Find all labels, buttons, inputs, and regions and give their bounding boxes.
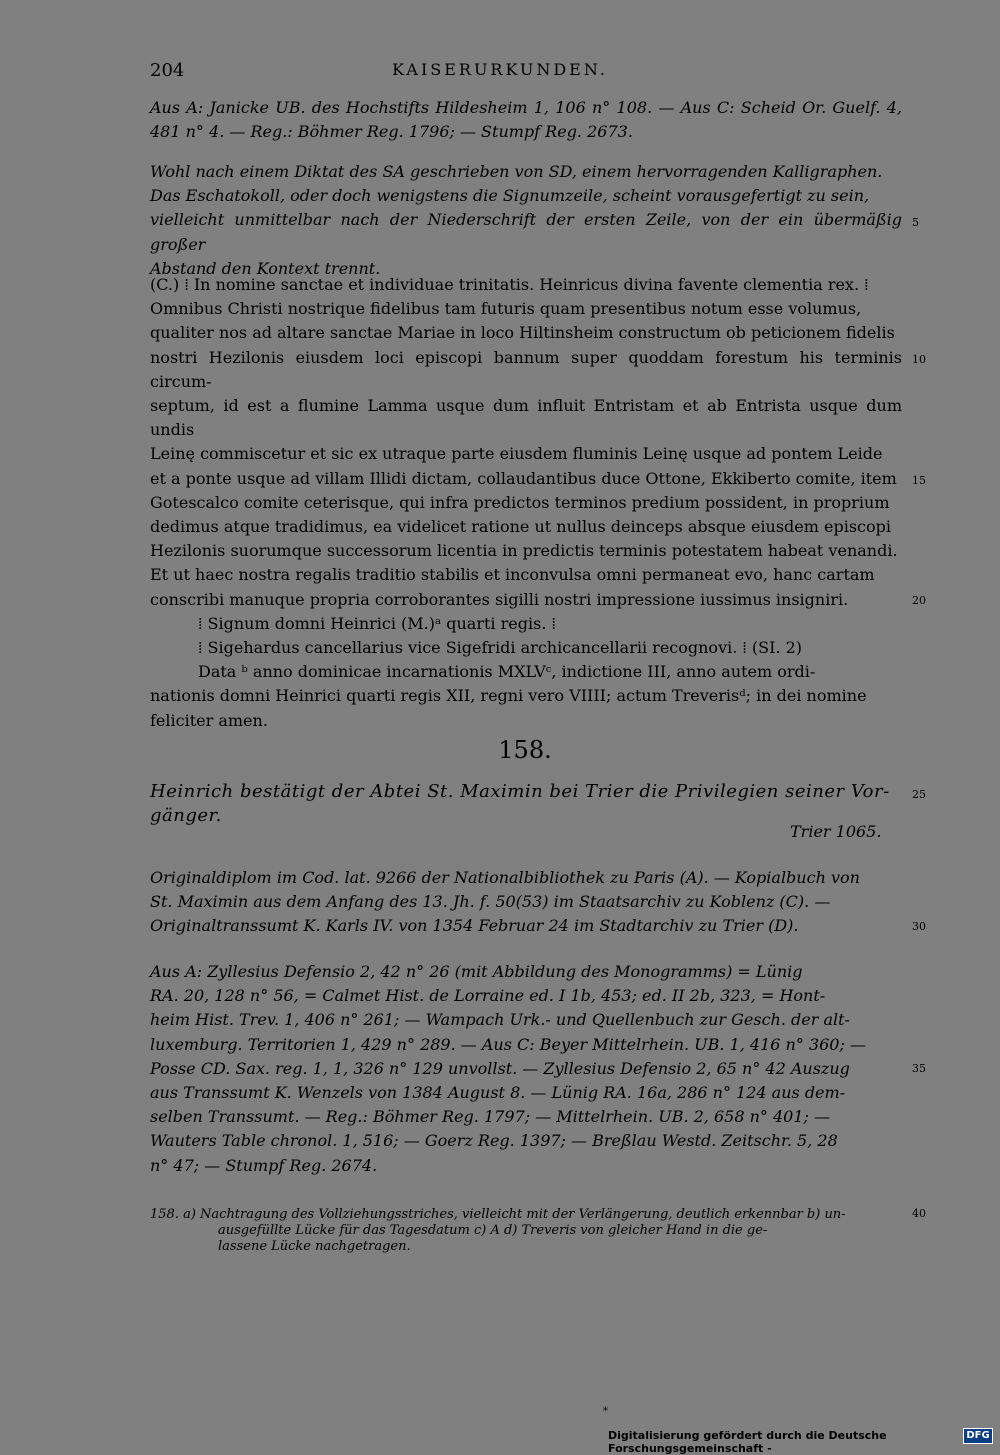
prints-line: Wauters Table chronol. 1, 516; — Goerz Reg. 1397; — Breßlau Westd. Zeitschr. 5, 28 — [150, 1131, 838, 1151]
doc157-sources: Aus A: Janicke UB. des Hochstifts Hildesheim 1, 106 n° 108. — Aus C: Scheid Or. Guelf. 4, 481 n° 4. — Reg.: Böhmer Reg. 1796; — Stumpf Reg. 2673. — [150, 98, 902, 142]
line-number: 5 — [912, 216, 919, 229]
line-number: 40 — [912, 1207, 926, 1220]
text-line: nostri Hezilonis eiusdem loci episcopi bannum super quoddam forestum his terminis circum- — [150, 347, 902, 391]
regest-line: gänger. — [150, 805, 222, 826]
doc158-tradition — [150, 866, 902, 939]
note-line: Abstand den Kontext trennt. — [150, 258, 381, 278]
prints-line: n° 47; — Stumpf Reg. 2674. — [150, 1155, 378, 1175]
datum-line: Data ᵇ anno dominicae incarnationis MXLVᶜ, indictione III, anno autem ordi- — [198, 662, 816, 682]
text-line: Omnibus Christi nostrique fidelibus tam futuris quam presentibus notum esse volumus, — [150, 299, 862, 319]
dfg-logo[interactable]: DFG — [963, 1428, 993, 1444]
text-line: Gotescalco comite ceterisque, qui infra predictos terminos predium possident, in proprium — [150, 492, 890, 512]
text-line: qualiter nos ad altare sanctae Mariae in loco Hiltinsheim constructum ob peticionem fidelis — [150, 323, 895, 343]
line-number: 30 — [912, 920, 926, 933]
text-line: septum, id est a flumine Lamma usque dum influit Entristam et ab Entrista usque dum undis — [150, 396, 902, 440]
line-number: 25 — [912, 788, 926, 801]
text-line: conscribi manuque propria corroborantes sigilli nostri impressione iussimus insigniri. — [150, 589, 849, 609]
recognition-line: ⁞ Sigehardus cancellarius vice Sigefridi archicancellarii recognovi. ⁞ (SI. 2) — [198, 638, 803, 658]
document-number: 158. — [498, 736, 552, 764]
footnote-line: ausgefüllte Lücke für das Tagesdatum c) A d) Treveris von gleicher Hand in die ge- — [218, 1223, 768, 1238]
prints-line: luxemburg. Territorien 1, 429 n° 289. — Aus C: Beyer Mittelrhein. UB. 1, 416 n° 360; — — [150, 1034, 866, 1054]
tradition-line: Originaldiplom im Cod. lat. 9266 der Nationalbibliothek zu Paris (A). — Kopialbuch von — [150, 868, 860, 887]
running-title: KAISERURKUNDEN. — [392, 60, 608, 79]
prints-line: Posse CD. Sax. reg. 1, 1, 326 n° 129 unvollst. — Zyllesius Defensio 2, 65 n° 42 Auszug — [150, 1058, 850, 1078]
datum-line: nationis domni Heinrici quarti regis XII, regni vero VIIII; actum Treverisᵈ; in dei nomine — [150, 686, 867, 706]
note-line: vielleicht unmittelbar nach der Niederschrift der ersten Zeile, von der ein übermäßig großer — [150, 210, 902, 254]
tradition-line: Originaltranssumt K. Karls IV. von 1354 Februar 24 im Stadtarchiv zu Trier (D). — [150, 916, 799, 936]
footnote-line: lassene Lücke nachgetragen. — [218, 1239, 411, 1254]
regest-line: Heinrich bestätigt der Abtei St. Maximin bei Trier die Privilegien seiner Vor- — [150, 781, 890, 802]
text-line: Et ut haec nostra regalis traditio stabilis et inconvulsa omni permaneat evo, hanc cartam — [150, 565, 875, 585]
scan-mark: * — [603, 1406, 608, 1417]
text-line: (C.) ⁞ In nomine sanctae et individuae trinitatis. Heinricus divina favente clementia rex. ⁞ — [150, 275, 869, 294]
page-number: 204 — [150, 60, 185, 81]
footnote-line: 158. a) Nachtragung des Vollziehungsstriches, vielleicht mit der Verlängerung, deutlich erkennbar b) un- — [150, 1207, 846, 1222]
prints-line: RA. 20, 128 n° 56, = Calmet Hist. de Lorraine ed. I 1b, 453; ed. II 2b, 323, = Hont- — [150, 986, 826, 1006]
doc157-note — [150, 160, 902, 281]
doc158-prints — [150, 960, 902, 1178]
tradition-line: St. Maximin aus dem Anfang des 13. Jh. f. 50(53) im Staatsarchiv zu Koblenz (C). — — [150, 892, 831, 912]
prints-line: selben Transsumt. — Reg.: Böhmer Reg. 1797; — Mittelrhein. UB. 2, 658 n° 401; — — [150, 1107, 831, 1127]
prints-line: aus Transsumt K. Wenzels von 1384 August 8. — Lünig RA. 16a, 286 n° 124 aus dem- — [150, 1083, 846, 1103]
signum-line: ⁞ Signum domni Heinrici (M.)ᵃ quarti regis. ⁞ — [198, 613, 556, 633]
funding-notice: Digitalisierung gefördert durch die Deutsche Forschungsgemeinschaft - — [608, 1429, 887, 1455]
prints-line: Aus A: Zyllesius Defensio 2, 42 n° 26 (mit Abbildung des Monogramms) = Lünig — [150, 962, 803, 981]
line-number: 35 — [912, 1062, 926, 1075]
text-line: et a ponte usque ad villam Illidi dictam, collaudantibus duce Ottone, Ekkiberto comite, item — [150, 468, 897, 488]
doc157-text — [150, 273, 902, 733]
line-number: 15 — [912, 474, 926, 487]
note-line: Wohl nach einem Diktat des SA geschrieben von SD, einem hervorragenden Kalligraphen. — [150, 162, 883, 181]
text-line: dedimus atque tradidimus, ea videlicet ratione ut nullus deinceps absque eiusdem episcopi — [150, 517, 891, 537]
doc158-regest — [150, 780, 902, 828]
line-number: 10 — [912, 353, 926, 366]
place-date: Trier 1065. — [790, 822, 882, 841]
line-number: 20 — [912, 594, 926, 607]
footnotes — [150, 1207, 902, 1255]
note-line: Das Eschatokoll, oder doch wenigstens die Signumzeile, scheint vorausgefertigt zu sein, — [150, 186, 870, 206]
prints-line: heim Hist. Trev. 1, 406 n° 261; — Wampach Urk.- und Quellenbuch zur Gesch. der alt- — [150, 1010, 850, 1030]
text-line: Hezilonis suorumque successorum licentia in predictis terminis potestatem habeat venandi. — [150, 541, 898, 561]
text-line: Leinę commiscetur et sic ex utraque parte eiusdem fluminis Leinę usque ad pontem Leide — [150, 444, 883, 464]
datum-line: feliciter amen. — [150, 710, 268, 730]
